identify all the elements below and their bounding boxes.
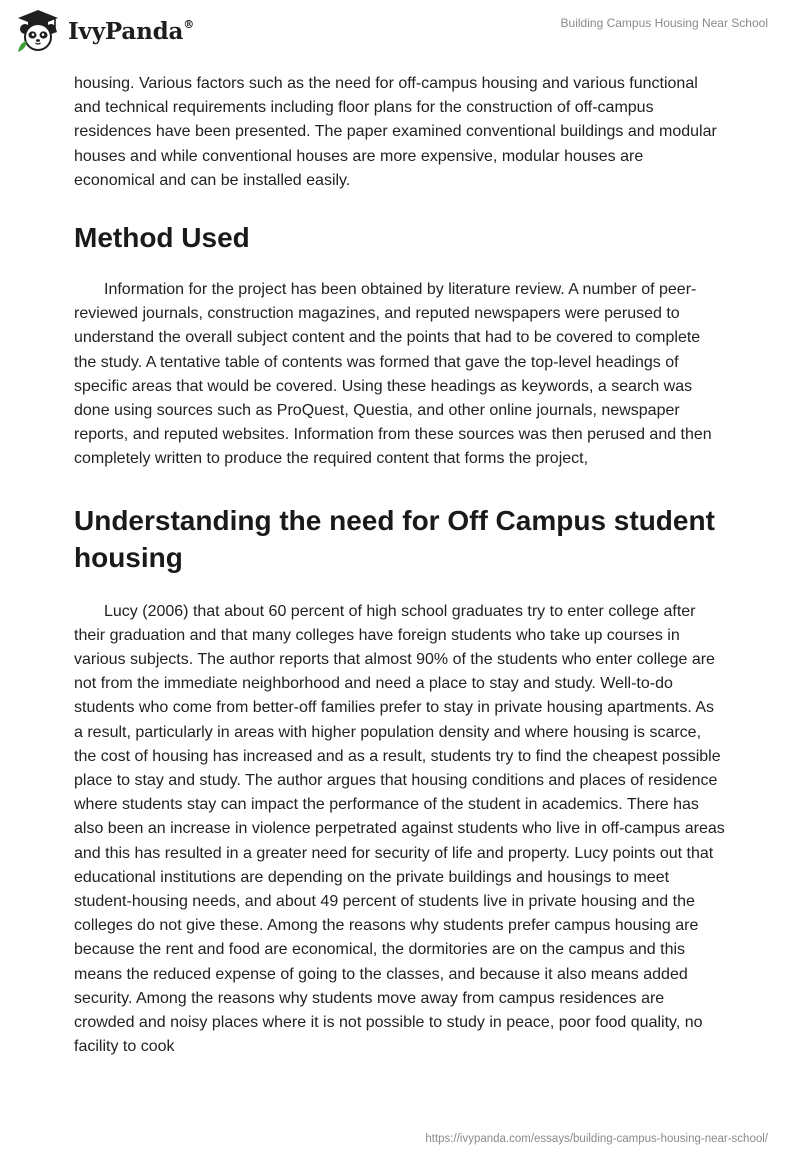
document-title: Building Campus Housing Near School [560,16,768,30]
need-heading: Understanding the need for Off Campus student housing [74,504,715,573]
panda-graduate-icon [14,8,62,54]
method-paragraph: Information for the project has been obtained by literature review. A number of peer-reviewed journals, construction magazines, and reputed newspapers were perused to understand the overall subject content and the points that had to be covered to complete the study. A tentative table of contents was formed that gave the top-level headings of specific areas that would be covered. Using these headings as keywords, a search was done using sources such as ProQuest, Questia, and other online journals, newspaper reports, and reputed websites. Information from these sources was then perused and then completely written to produce the required content that forms the project, [74,281,712,468]
page-header [0,0,800,64]
intro-paragraph: housing. Various factors such as the need for off-campus housing and various functional and technical requirements including floor plans for the construction of off-campus residences have been presented. The paper examined conventional buildings and modular houses and while conventional houses are more expensive, modular houses are economical and can be installed easily. [74,75,717,189]
brand-name: IvyPanda® [68,17,194,45]
need-paragraph: Lucy (2006) that about 60 percent of high school graduates try to enter college after their graduation and that many colleges have foreign students who take up courses in various subjects. The author reports that almost 90% of the students who enter college are not from the immediate neighborhood and need a place to stay and study. Well-to-do students who come from better-off families prefer to stay in private housing apartments. As a result, particularly in areas with higher population density and where housing is scarce, the cost of housing has increased and as a result, students try to find the cheapest possible place to stay and study. The author argues that housing conditions and places of residence where students stay can impact the performance of the student in academics. There has also been an increase in violence perpetrated against students who live in off-campus areas and this has resulted in a greater need for security of life and property. Lucy points out that educational institutions are depending on the private buildings and housings to meet student-housing needs, and about 49 percent of students live in private housing and the colleges do not give these. Among the reasons why students prefer campus housing are because the rent and food are economical, the dormitories are on the campus and this means the reduced expense of going to the classes, and because it also means added security. Among the reasons why students move away from campus residences are crowded and noisy places where it is not possible to study in peace, poor food quality, no facility to cook [74,602,725,1056]
essay-content [74,72,726,1060]
method-heading: Method Used [74,222,250,254]
footer-url[interactable]: https://ivypanda.com/essays/building-campus-housing-near-school/ [425,1133,768,1145]
ivypanda-logo[interactable] [14,8,194,54]
